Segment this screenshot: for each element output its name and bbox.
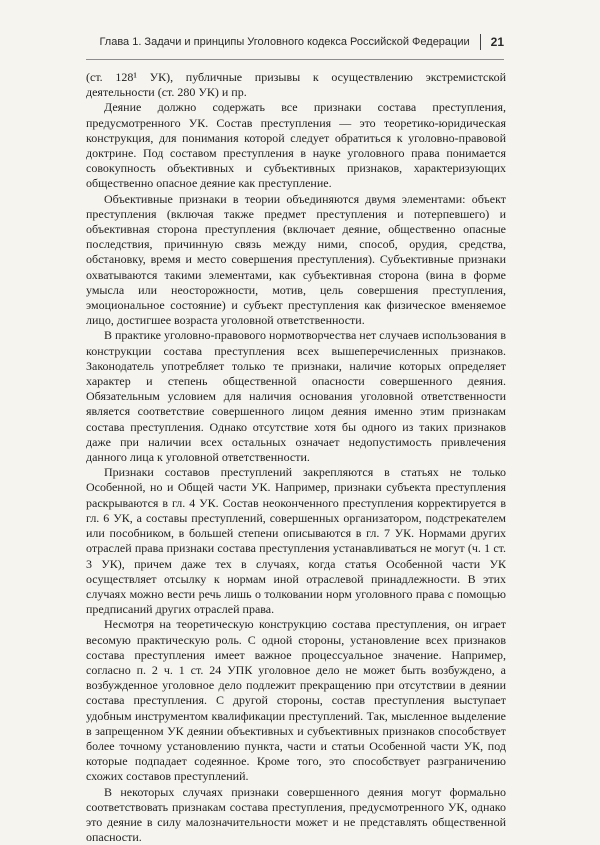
header-divider	[480, 34, 481, 50]
paragraph: В некоторых случаях признаки совершенного деяния могут формально соответствовать признакам состава преступления, предусмотренного УК, однако это деяние в силу малозначительности может и не представлять общественной опасности.	[86, 784, 506, 845]
paragraph: В практике уголовно-правового нормотворчества нет случаев использования в конструкции состава преступления всех вышеперечисленных признаков. Законодатель употребляет только те признаки, наличие которых определяет характер и степень общественной опасности совершенного деяния. Обязательным условием для наличия основания уголовной ответственности является соответствие совершенного лицом деяния именно этим признакам состава преступления. Однако отсутствие хотя бы одного из таких признаков даже при наличии всех остальных означает недопустимость привлечения данного лица к уголовной ответственности.	[86, 328, 506, 465]
page-body	[86, 70, 506, 845]
paragraph: Деяние должно содержать все признаки состава преступления, предусмотренного УК. Состав преступления — это теоретико-юридическая конструкция, для понимания которой следует обратиться к уголовно-правовой доктрине. Под составом преступления в науке уголовного права понимается совокупность объективных и субъективных признаков, характеризующих общественно опасное деяние как преступление.	[86, 100, 506, 191]
page-number: 21	[490, 35, 504, 49]
running-header	[86, 31, 504, 60]
paragraph: (ст. 128¹ УК), публичные призывы к осуществлению экстремистской деятельности (ст. 280 УК) и пр.	[86, 70, 506, 100]
paragraph: Признаки составов преступлений закрепляются в статьях не только Особенной, но и Общей части УК. Например, признаки субъекта преступления раскрываются в гл. 4 УК. Состав неоконченного преступления корректируется в гл. 6 УК, а составы преступлений, совершенных организатором, подстрекателем или пособником, в большей степени описываются в гл. 7 УК. Нормами других отраслей права признаки состава преступления устанавливаться не могут (ч. 1 ст. 3 УК), причем даже тех в случаях, когда статья Особенной части УК осуществляет отсылку к нормам иной отраслевой принадлежности. В этих случаях можно вести речь лишь о толковании норм уголовного права с помощью предписаний других отраслей права.	[86, 465, 506, 617]
paragraph: Объективные признаки в теории объединяются двумя элементами: объект преступления (включая также предмет преступления и потерпевшего) и объективная сторона преступления (включает деяние, общественно опасные последствия, причинную связь между ними, способ, орудия, средства, обстановку, время и место совершения преступления). Субъективные признаки охватываются такими элементами, как субъективная сторона (вина в форме умысла или неосторожности, мотив, цель совершения преступления, эмоциональное состояние) и субъект преступления как физическое вменяемое лицо, достигшее возраста уголовной ответственности.	[86, 191, 506, 328]
paragraph: Несмотря на теоретическую конструкцию состава преступления, он играет весомую практическую роль. С одной стороны, установление всех признаков состава преступления имеет важное процессуальное значение. Например, согласно п. 2 ч. 1 ст. 24 УПК уголовное дело не может быть возбуждено, а возбужденное уголовное дело подлежит прекращению при отсутствии в деянии состава преступления. С другой стороны, состав преступления выступает удобным инструментом квалификации преступлений. Так, мысленное выделение в запрещенном УК деянии объективных и субъективных признаков способствует более точному установлению пункта, части и статьи Особенной части УК, под которые подпадает содеянное. Кроме того, это способствует разграничению схожих составов преступлений.	[86, 617, 506, 784]
chapter-title: Глава 1. Задачи и принципы Уголовного кодекса Российской Федерации	[99, 36, 470, 48]
